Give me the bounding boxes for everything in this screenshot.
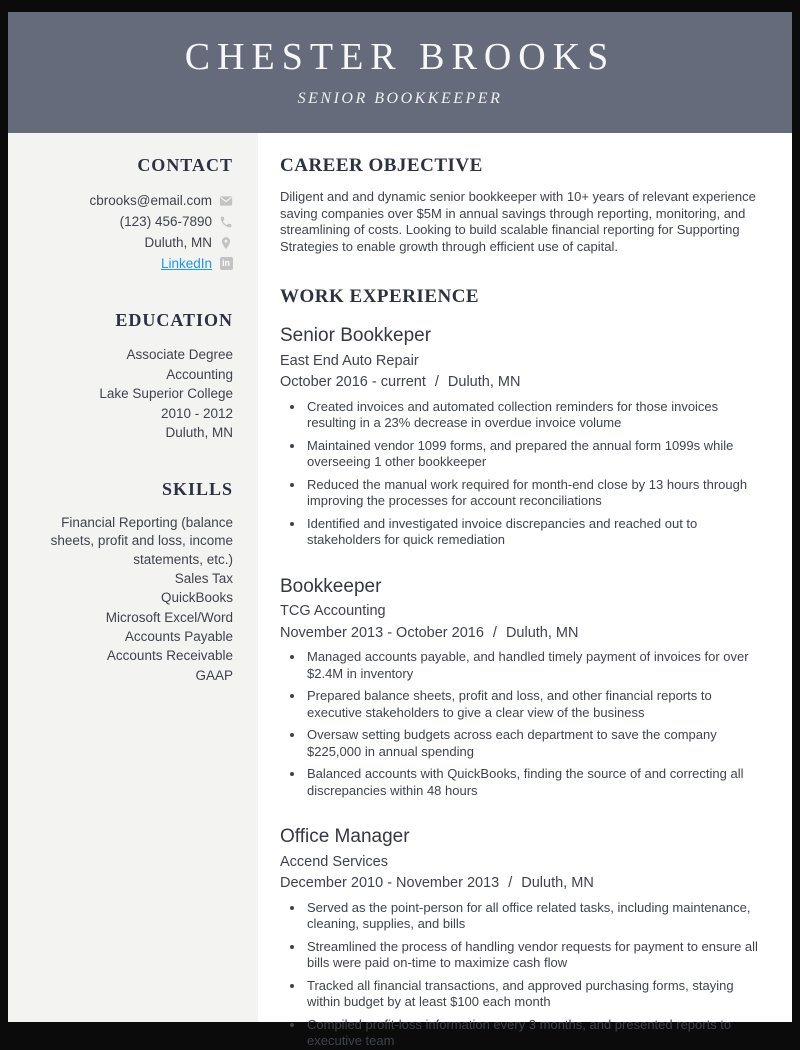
job-bullet: • Managed accounts payable, and handled timely payment of invoices for over $2.4M in inventory: [305, 649, 760, 682]
contact-row: [36, 232, 233, 253]
skill-item: QuickBooks: [160, 590, 233, 606]
resume-page: [8, 12, 792, 1049]
education-line: Associate Degree: [126, 347, 233, 362]
job-bullet: • Served as the point-person for all office related tasks, including maintenance, cleaning, supplies, and bills: [305, 900, 760, 933]
candidate-title: SENIOR BOOKKEEPER: [297, 90, 503, 107]
job-dateline: [280, 625, 760, 642]
job-company: East End Auto Repair: [280, 352, 419, 369]
job-bullet: • Created invoices and automated collection reminders for those invoices resulting in a 23% decrease in overdue invoice volume: [305, 399, 760, 432]
job-title: Office Manager: [280, 826, 410, 848]
job-bullet: • Compiled profit-loss information every 3 months, and presented reports to executive team: [305, 1017, 760, 1050]
job-bullet: • Oversaw setting budgets across each department to save the company $225,000 in annual spending: [305, 727, 760, 760]
job-entry: [280, 826, 760, 1050]
job-bullet: • Maintained vendor 1099 forms, and prepared the annual form 1099s while overseeing 1 other bookkeeper: [305, 438, 760, 471]
job-location: Duluth, MN: [447, 374, 521, 391]
job-entry: [280, 325, 760, 549]
header-banner: [8, 12, 792, 133]
work-experience-heading: WORK EXPERIENCE: [280, 286, 480, 307]
content-columns: [8, 133, 792, 1049]
date-location-separator: /: [508, 875, 513, 892]
job-bullet: • Streamlined the process of handling vendor requests for payment to ensure all bills were paid on-time to maximize cash flow: [305, 939, 760, 972]
job-location: Duluth, MN: [521, 875, 594, 892]
contact-value: cbrooks@email.com: [89, 193, 212, 208]
skill-item: Sales Tax: [174, 570, 233, 586]
job-bullet: • Reduced the manual work required for month-end close by 13 hours through improving the processes for account reconciliations: [305, 477, 760, 510]
date-location-separator: /: [434, 374, 439, 391]
contact-section: [36, 155, 233, 274]
job-company: Accend Services: [280, 854, 388, 871]
job-dates: November 2013 - October 2016: [280, 624, 484, 641]
job-title: Bookkeeper: [280, 575, 382, 597]
phone-icon: [219, 215, 233, 229]
job-dateline: [280, 875, 760, 892]
date-location-separator: /: [492, 624, 497, 641]
candidate-name: CHESTER BROOKS: [184, 36, 616, 78]
education-line: 2010 - 2012: [160, 405, 233, 421]
job-company: TCG Accounting: [280, 603, 386, 620]
job-dateline: [280, 374, 760, 391]
contact-row: [36, 253, 233, 274]
career-objective-text: Diligent and and dynamic senior bookkeeper with 10+ years of relevant experience saving companies over $5M in annual savings through reporting, monitoring, and streamlining of costs. Looking to build scalable financial reporting for Supporting Strategies to enable growth through efficient use of capital.: [280, 189, 756, 254]
education-section: [36, 310, 233, 443]
main-column: [258, 133, 792, 1049]
contact-heading: CONTACT: [137, 155, 233, 175]
email-icon: [219, 194, 233, 208]
contact-list: [36, 190, 233, 274]
job-bullet-list: [280, 649, 760, 799]
job-bullet: • Tracked all financial transactions, and approved purchasing forms, staying within budget by at least $100 each month: [305, 978, 760, 1011]
contact-row: [36, 211, 233, 232]
linkedin-icon: in: [219, 257, 233, 271]
skills-heading: SKILLS: [161, 478, 233, 499]
education-lines: [36, 345, 233, 443]
job-bullet: • Prepared balance sheets, profit and loss, and other financial reports to executive stakeholders to give a clear view of the business: [305, 688, 760, 721]
job-bullet-list: [280, 399, 760, 549]
job-bullet: • Balanced accounts with QuickBooks, finding the source of and correcting all discrepancies within 48 hours: [305, 766, 760, 799]
job-list: [280, 325, 760, 1050]
contact-row: [36, 190, 233, 211]
job-bullet: • Identified and investigated invoice discrepancies and reached out to stakeholders for quick remediation: [305, 516, 760, 549]
sidebar: [8, 133, 258, 1022]
skill-item: Accounts Payable: [124, 628, 233, 644]
skills-list: [36, 514, 233, 685]
job-dates: October 2016 - current: [280, 374, 426, 391]
location-pin-icon: [219, 236, 233, 250]
career-objective-heading: CAREER OBJECTIVE: [280, 155, 483, 176]
education-line: Duluth, MN: [165, 425, 233, 441]
skill-item: Financial Reporting (balance sheets, profit and loss, income statements, etc.): [50, 514, 233, 567]
job-dates: December 2010 - November 2013: [280, 875, 500, 892]
contact-value: Duluth, MN: [144, 235, 212, 250]
job-bullet-list: [280, 900, 760, 1050]
career-objective-section: [280, 155, 760, 255]
skill-item: Microsoft Excel/Word: [105, 609, 233, 625]
skills-section: [36, 479, 233, 685]
education-line: Lake Superior College: [99, 386, 233, 402]
job-entry: [280, 576, 760, 800]
job-location: Duluth, MN: [505, 624, 579, 641]
linkedin-link[interactable]: LinkedIn: [160, 256, 212, 271]
work-experience-section: [280, 286, 760, 1050]
job-title: Senior Bookkeper: [280, 325, 432, 346]
education-line: Accounting: [166, 366, 233, 382]
contact-value: (123) 456-7890: [119, 214, 212, 229]
skill-item: GAAP: [195, 667, 233, 683]
education-heading: EDUCATION: [115, 310, 233, 330]
skill-item: Accounts Receivable: [106, 648, 233, 664]
